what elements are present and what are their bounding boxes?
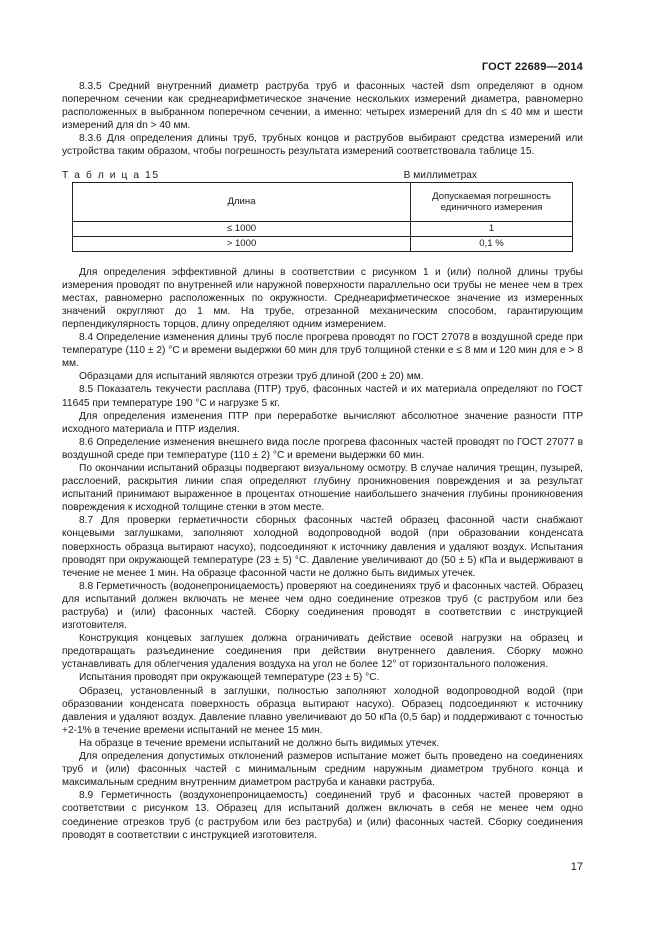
paragraph-inspection: По окончании испытаний образцы подвергают визуальному осмотру. В случае наличия трещин, пузырей, расслоений, раскрытия линии спая определяют глубину проникновения повреждения и за результат испытаний принимают выраженное в процентах отношение наибольшего значения глубины проникновения повреждения к исходной толщине стенки в этом месте. (62, 462, 583, 514)
paragraph-8-8: 8.8 Герметичность (водонепроницаемость) проверяют на соединениях труб и фасонных частей. Образец для испытаний должен включать не менее чем одно соединение отрезков труб (с раструбом или без раструба) и (или) фасонных частей. Сборку соединения проводят в соответствии с инструкцией изготовителя. (62, 580, 583, 632)
col-header-length: Длина (73, 182, 411, 221)
page-content (62, 80, 583, 842)
paragraph-8-9: 8.9 Герметичность (воздухонепроницаемость) соединений труб и фасонных частей проверяют в соответствии с рисунком 13. Образец для испытаний должен включать в себя не менее чем одно соединение отрезков труб (с раструбом или без раструба) и (или) фасонных частей. Сборку соединения проводят в соответствии с инструкцией изготовителя. (62, 790, 583, 841)
page-number: 17 (570, 861, 583, 873)
table-cell: > 1000 (73, 236, 411, 251)
paragraph-no-leaks: На образце в течение времени испытаний не должно быть видимых утечек. (79, 737, 440, 749)
table-cell: ≤ 1000 (73, 221, 411, 236)
paragraph-end-caps: Конструкция концевых заглушек должна ограничивать действие осевой нагрузки на образец и предотвращать разъединение соединения при действии внутреннего давления. Сборку можно устанавливать для облегчения удаления воздуха на угол не более 12° от горизонтального положения. (62, 633, 583, 671)
paragraph-8-3-5: 8.3.5 Средний внутренний диаметр раструба труб и фасонных частей dsm определяют в одном поперечном сечении как среднеарифметическое значение нескольких измерений диаметра, равномерно расположенных в выбранном поперечном сечении, а именно: четырех измерений для dn ≤ 40 мм и шести измерений для dn > 40 мм. (62, 81, 583, 132)
paragraph-8-5: 8.5 Показатель текучести расплава (ПТР) труб, фасонных частей и их материала определяют по ГОСТ 11645 при температуре 190 °С и нагрузке 5 кг. (62, 384, 583, 409)
paragraph-8-4: 8.4 Определение изменения длины труб после прогрева проводят по ГОСТ 27078 в воздушной среде при температуре (110 ± 2) °С и времени выдержки 60 мин для труб толщиной стенки е ≤ 8 мм и 120 мин для е > 8 мм. (62, 332, 583, 370)
paragraph-tolerances: Для определения допустимых отклонений размеров испытание может быть проведено на соединениях труб и (или) фасонных частей с минимальным средним наружным диаметром трубного конца и максимальным средним внутренним диаметром раструба и канавки раструба. (62, 751, 583, 789)
paragraph-ptr-change: Для определения изменения ПТР при переработке вычисляют абсолютное значение разности ПТР исходного материала и ПТР изделия. (62, 410, 583, 435)
table-row (73, 221, 573, 236)
paragraph-samples: Образцами для испытаний являются отрезки труб длиной (200 ± 20) мм. (79, 371, 424, 383)
paragraph-8-7: 8.7 Для проверки герметичности сборных фасонных частей образец фасонной части снабжают концевыми заглушками, заполняют холодной водопроводной водой (при образовании конденсата поверхность образца вытирают насухо), подсоединяют к источнику давления и удаляют воздух. Испытания проводят при окружающей температуре (23 ± 5) °С. Давление увеличивают до (50 ± 5) кПа и выдерживают в течение не менее 1 мин. На образце фасонной части не должно быть видимых утечек. (62, 515, 583, 579)
table-row (73, 236, 573, 251)
table-cell: 1 (411, 221, 573, 236)
table-caption: Т а б л и ц а 15 (62, 169, 160, 181)
table-15 (72, 182, 573, 252)
table-units: В миллиметрах (403, 169, 477, 181)
paragraph-8-6: 8.6 Определение изменения внешнего вида после прогрева фасонных частей проводят по ГОСТ 27077 в воздушной среде при температуре (110 ± 2) °С и времени выдержки 60 мин. (62, 436, 583, 461)
table-caption-row (62, 170, 583, 182)
col-header-error: Допускаемая погрешность единичного измерения (411, 182, 573, 221)
paragraph-pressure: Образец, установленный в заглушки, полностью заполняют холодной водопроводной водой (при образовании конденсата поверхность образца вытирают насухо). Образец подсоединяют к источнику давления и удаляют воздух. Давление плавно увеличивают до 50 кПа (0,5 бар) и поддерживают с точностью +2-1% в течение времени испытаний не менее 15 мин. (62, 685, 583, 736)
table-header-row (73, 182, 573, 221)
paragraph-8-3-6: 8.3.6 Для определения длины труб, трубных концов и раструбов выбирают средства измерений или устройства таким образом, чтобы погрешность результата измерений соответствовала таблице 15. (62, 133, 583, 158)
document-header: ГОСТ 22689—2014 (481, 61, 583, 73)
table-cell: 0,1 % (411, 236, 573, 251)
paragraph-temperature: Испытания проводят при окружающей температуре (23 ± 5) °С. (79, 672, 380, 684)
paragraph-effective-length: Для определения эффективной длины в соответствии с рисунком 1 и (или) полной длины трубы измерения проводят по внутренней или наружной поверхности параллельно оси трубы не менее чем в трех местах, равномерно расположенных по окружности. Среднеарифметическое значение из измеренных значений округляют до 1 мм. На трубе, отрезанной механическим способом, гарантирующим перпендикулярность торцов, длину определяют одним измерением. (62, 266, 583, 330)
